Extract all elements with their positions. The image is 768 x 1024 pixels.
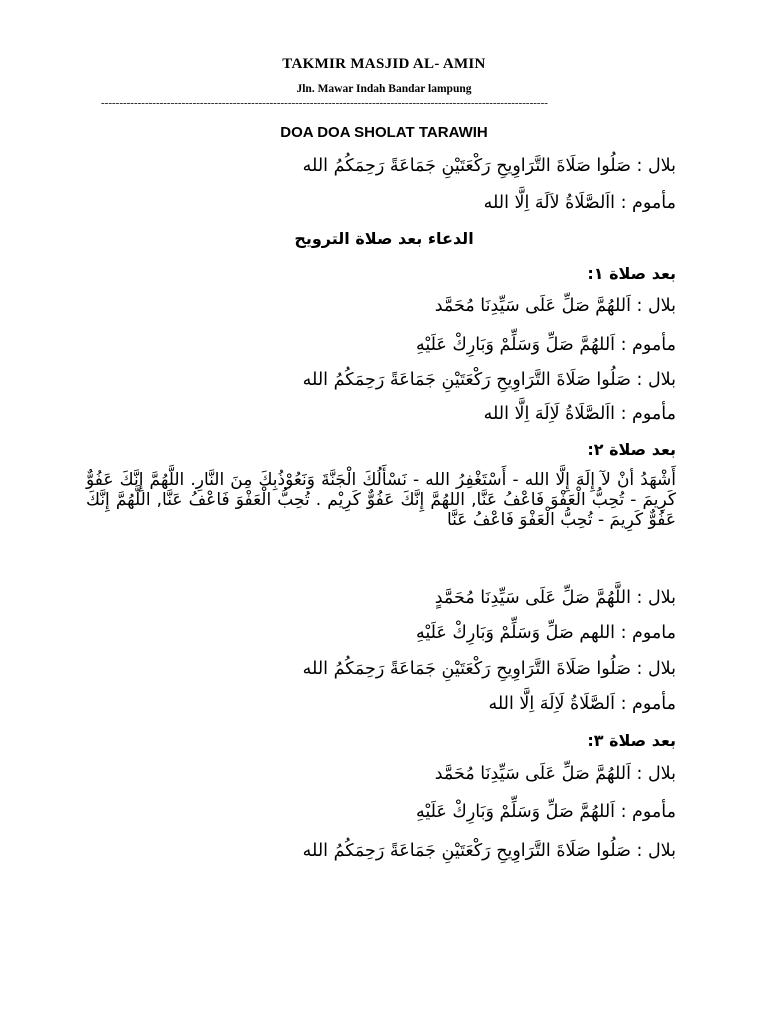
section-heading: الدعاء بعد صلاة الترويح <box>294 229 474 248</box>
organization-name: TAKMIR MASJID AL- AMIN <box>282 56 486 72</box>
organization-address: Jln. Mawar Indah Bandar lampung <box>296 83 472 95</box>
part-3-line-1: بلال : اَللهُمَّ صَلِّ عَلَى سَيِّدِنَا مُحَمَّد <box>434 764 676 784</box>
part-2-line-1: بلال : اللَّهُمَّ صَلِّ عَلَى سَيِّدِنَا مُحَمَّدٍ <box>434 588 676 608</box>
intro-line-makmum: مأموم : ااَلصَّلَاةُ لاَلَهَ اِلَّا الله <box>483 193 676 213</box>
part-1-line-4: مأموم : ااَلصَّلَاةُ لَاِلَهَ اِلَّا الله <box>483 404 676 424</box>
document-title: DOA DOA SHOLAT TARAWIH <box>280 124 488 141</box>
part-3-line-2: مأموم : اَللهُمَّ صَلِّ وَسَلِّمْ وَبَارِكْ عَلَيْهِ <box>415 802 676 822</box>
intro-line-bilal: بلال : صَلُوا صَلَاةَ التَّرَاوِيحِ رَكْعَتَيْنِ جَمَاعَةً رَحِمَكُمُ الله <box>302 156 676 176</box>
part-2-heading: بعد صلاة ٢: <box>587 440 676 459</box>
part-3-line-3: بلال : صَلُوا صَلَاةَ التَّرَاوِيحِ رَكْعَتَيْنِ جَمَاعَةً رَحِمَكُمُ الله <box>302 841 676 861</box>
part-1-heading: بعد صلاة ١: <box>587 264 676 283</box>
part-1-line-3: بلال : صَلُوا صَلَاةَ التَّرَاوِيحِ رَكْعَتَيْنِ جَمَاعَةً رَحِمَكُمُ الله <box>302 370 676 390</box>
part-1-line-1: بلال : اَللهُمَّ صَلِّ عَلَى سَيِّدِنَا مُحَمَّد <box>434 296 676 316</box>
part-3-heading: بعد صلاة ٣: <box>587 731 676 750</box>
part-2-line-4: مأموم : اَلصَّلَاةُ لَاِلَهَ اِلَّا الله <box>488 694 676 714</box>
part-1-line-2: مأموم : اَللهُمَّ صَلِّ وَسَلِّمْ وَبَارِكْ عَلَيْهِ <box>415 335 676 355</box>
part-2-line-3: بلال : صَلُوا صَلَاةَ التَّرَاوِيحِ رَكْعَتَيْنِ جَمَاعَةً رَحِمَكُمُ الله <box>302 659 676 679</box>
part-2-line-2: ماموم : اللهم صَلِّ وَسَلِّمْ وَبَارِكْ عَلَيْهِ <box>415 623 676 643</box>
part-2-paragraph: أَشْهَدُ أنْ لآ إِلَهَ إِلَّا الله - أَسْتَغْفِرُ الله - نَسْأَلُكَ الْجَنَّةَ وَنَعُوْذُبِكَ مِنَ النَّارِ. اللَّهُمَّ إِنَّكَ عَفُوٌّ كَرِيمَ - تُحِبُّ الْعَفْوَ فَاعْفُ عَنَّا, اللهُمَّ إِنَّكَ عَفُوٌّ كَرِيْم . تُحِبُّ الْعَفْوَ فَاعْفُ عَنَّا, اللَّهُمَّ إِنَّكَ عَفُوٌّ كَرِيمَ - تُحِبُّ الْعَفْوَ فَاعْفُ عَنَّا <box>86 470 676 530</box>
header-divider: -------------------------------------------------------------------------------------------------------------------------- <box>101 97 548 109</box>
